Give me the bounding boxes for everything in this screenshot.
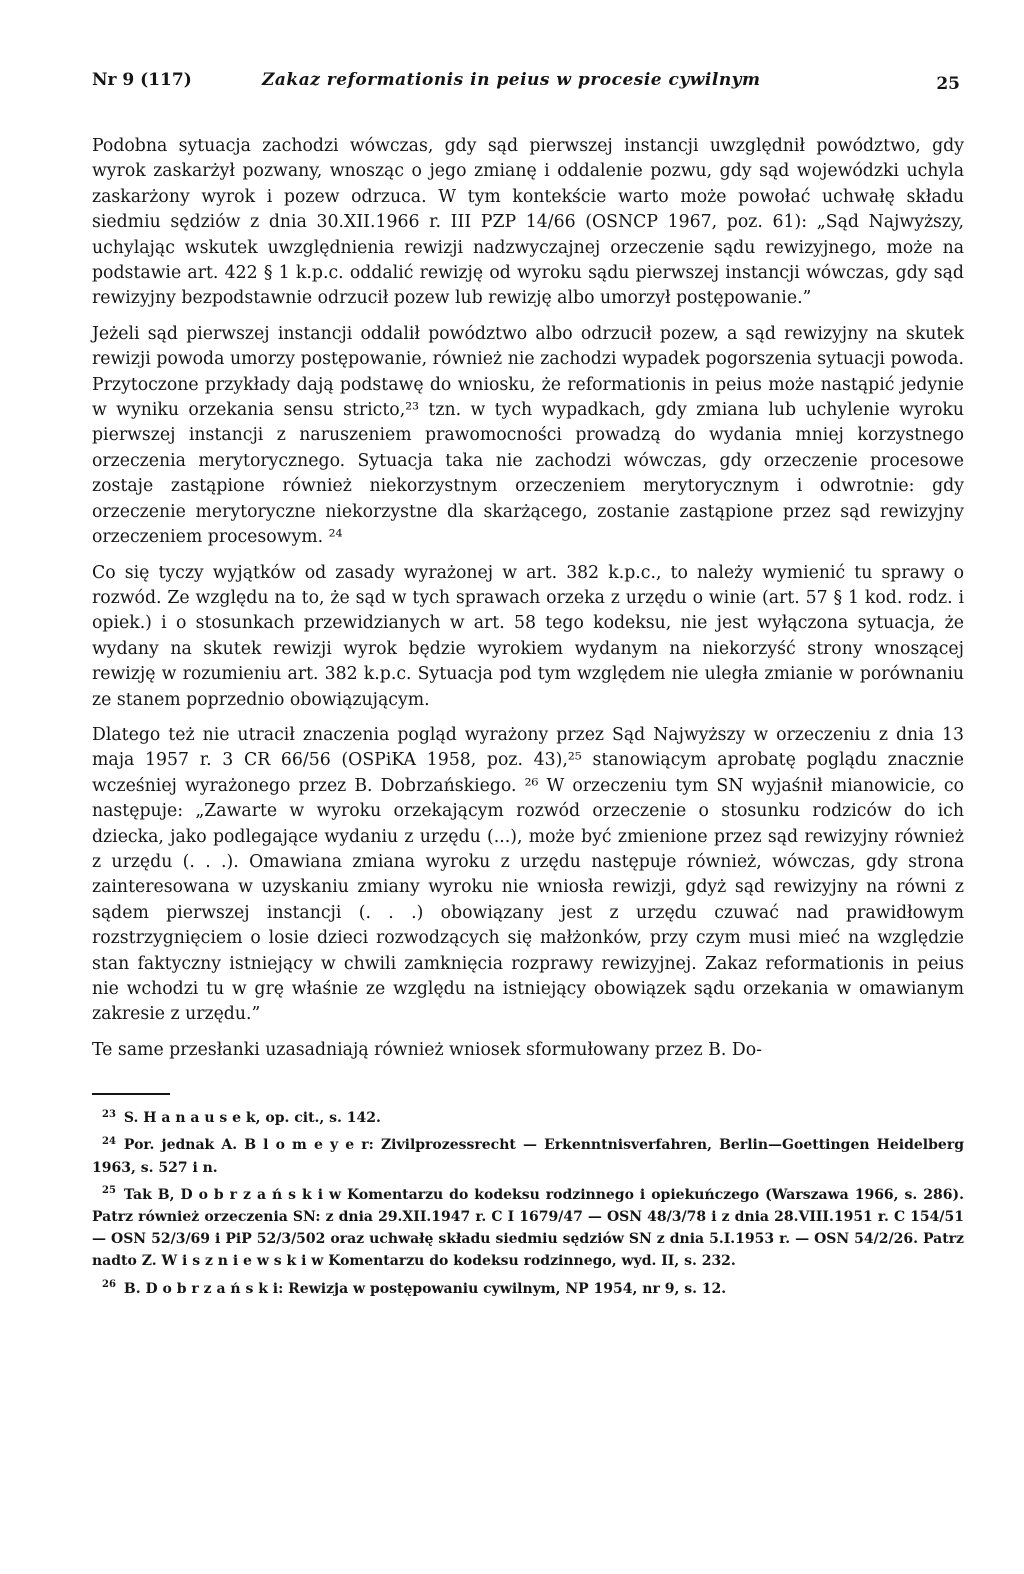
- issue-number: Nr 9 (117): [92, 70, 192, 90]
- page-number: 25: [936, 74, 960, 94]
- paragraph: Dlatego też nie utracił znaczenia pogląd wyrażony przez Sąd Najwyższy w orzeczeniu z dnia 13 maja 1957 r. 3 CR 66/56 (OSPiKA 1958, poz. 43),²⁵ stanowiącym aprobatę poglądu znacznie wcześniej wyrażonego przez B. Dobrzańskiego. ²⁶ W orzeczeniu tym SN wyjaśnił mianowicie, co następuje: „Zawarte w wyroku orzekającym rozwód orzeczenie o stosunku rodziców do ich dziecka, jako podlegające wydaniu z urzędu (...), może być zmienione przez sąd rewizyjny również z urzędu (. . .). Omawiana zmiana wyroku z urzędu następuje również, wówczas, gdy strona zainteresowana w uzyskaniu zmiany wyroku nie wniosła rewizji, gdyż sąd rewizyjny na równi z sądem pierwszej instancji (. . .) obowiązany jest z urzędu czuwać nad prawidłowym rozstrzygnięciem o losie dzieci rozwodzących się małżonków, przy czym musi mieć na względzie stan faktyczny istniejący w chwili zamknięcia rozprawy rewizyjnej. Zakaz reformationis in peius nie wchodzi tu w grę właśnie ze względu na istniejący obowiązek sądu orzekania w omawianym zakresie z urzędu.”: [92, 724, 964, 1025]
- footnote-text: Por. jednak A. B l o m e y e r: Zivilprozessrecht — Erkenntnisverfahren, Berlin—Goettingen Heidelberg 1963, s. 527 i n.: [92, 1137, 964, 1176]
- footnote-text: S. H a n a u s e k, op. cit., s. 142.: [123, 1110, 381, 1127]
- paragraph: Co się tyczy wyjątków od zasady wyrażonej w art. 382 k.p.c., to należy wymienić tu sprawy o rozwód. Ze względu na to, że sąd w tych sprawach orzeka z urzędu o winie (art. 57 § 1 kod. rodz. i opiek.) i o stosunkach przewidzianych w art. 58 tego kodeksu, nie jest wyłączona sytuacja, że wydany na skutek rewizji wyrok będzie wyrokiem wydanym na niekorzyść strony wnoszącej rewizję w rozumieniu art. 382 k.p.c. Sytuacja pod tym względem nie uległa zmianie w porównaniu ze stanem poprzednio obowiązującym.: [92, 562, 964, 710]
- paragraph: Jeżeli sąd pierwszej instancji oddalił powództwo albo odrzucił pozew, a sąd rewizyjny na skutek rewizji powoda umorzy postępowanie, również nie zachodzi wypadek pogorszenia sytuacji powoda. Przytoczone przykłady dają podstawę do wniosku, że reformationis in peius może nastąpić jedynie w wyniku orzekania sensu stricto,²³ tzn. w tych wypadkach, gdy zmiana lub uchylenie wyroku pierwszej instancji z naruszeniem prawomocności prowadzą do wydania mniej korzystnego orzeczenia merytorycznego. Sytuacja taka nie zachodzi wówczas, gdy orzeczenie procesowe zostaje zastąpione również niekorzystnym orzeczeniem merytorycznym i odwrotnie: gdy orzeczenie merytoryczne niekorzystne dla skarżącego, zostanie zastąpione przez sąd rewizyjny orzeczeniem procesowym. ²⁴: [92, 323, 964, 548]
- footnote-number: 26: [102, 1278, 116, 1290]
- footnote-text: Tak B, D o b r z a ń s k i w Komentarzu do kodeksu rodzinnego i opiekuńczego (Warszawa 1966, s. 286). Patrz również orzeczenia SN: z dnia 29.XII.1947 r. C I 1679/47 — OSN 48/3/78 i z dnia 28.VIII.1951 r. C 154/51 — OSN 52/3/69 i PiP 52/3/502 oraz uchwałę składu siedmiu sędziów SN z dnia 5.I.1953 r. — OSN 54/2/26. Patrz nadto Z. W i s z n i e w s k i w Komentarzu do kodeksu rodzinnego, wyd. II, s. 232.: [92, 1186, 964, 1270]
- footnote: [92, 1278, 964, 1300]
- footnote-text: B. D o b r z a ń s k i: Rewizja w postępowaniu cywilnym, NP 1954, nr 9, s. 12.: [123, 1280, 727, 1297]
- running-head: [92, 62, 964, 92]
- footnote-number: 23: [102, 1108, 116, 1120]
- footnote-separator: [92, 1093, 170, 1095]
- footnote: [92, 1184, 964, 1273]
- footnote: [92, 1134, 964, 1178]
- footnotes: [92, 1107, 964, 1300]
- article-body: [92, 134, 964, 1063]
- paragraph: Te same przesłanki uzasadniają również wniosek sformułowany przez B. Do-: [92, 1039, 762, 1060]
- running-title: Zakaz reformationis in peius w procesie cywilnym: [262, 70, 761, 90]
- footnote-number: 25: [102, 1185, 116, 1197]
- paragraph: Podobna sytuacja zachodzi wówczas, gdy sąd pierwszej instancji uwzględnił powództwo, gdy wyrok zaskarżył pozwany, wnosząc o jego zmianę i oddalenie pozwu, gdy sąd wojewódzki uchyla zaskarżony wyrok i pozew odrzuca. W tym kontekście warto może powołać uchwałę składu siedmiu sędziów z dnia 30.XII.1966 r. III PZP 14/66 (OSNCP 1967, poz. 61): „Sąd Najwyższy, uchylając wskutek uwzględnienia rewizji nadzwyczajnej orzeczenie sądu rewizyjnego, może na podstawie art. 422 § 1 k.p.c. oddalić rewizję od wyroku sądu pierwszej instancji wówczas, gdy sąd rewizyjny bezpodstawnie odrzucił pozew lub rewizję albo umorzył postępowanie.”: [92, 136, 964, 309]
- footnote: [92, 1107, 964, 1129]
- footnote-number: 24: [102, 1135, 116, 1147]
